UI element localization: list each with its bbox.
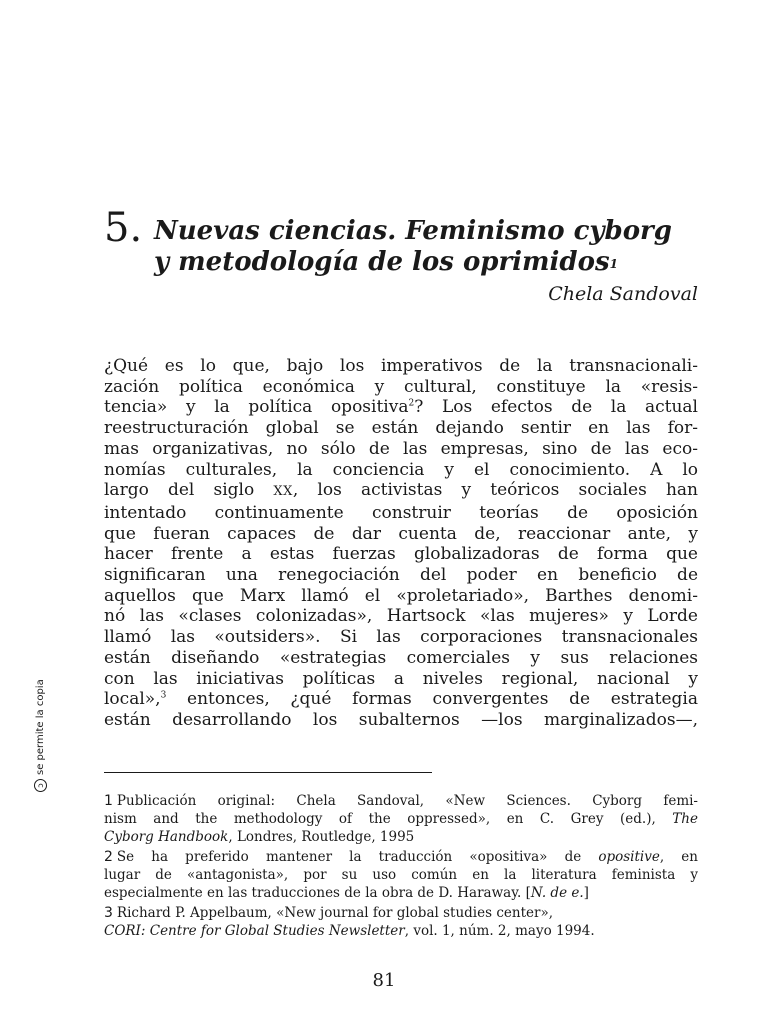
- body-line: nomías culturales, la conciencia y el conocimiento. A lo: [104, 459, 698, 480]
- body-line: largo del siglo XX, los activistas y teóricos sociales han: [104, 480, 699, 501]
- footnote-number: 2: [104, 849, 113, 865]
- footnote-marker-3[interactable]: 3: [160, 690, 167, 701]
- body-line: aquellos que Marx llamó el «proletariado», Barthes denomi-: [104, 585, 698, 606]
- body-line: están diseñando «estrategias comerciales y sus relaciones: [104, 647, 698, 668]
- body-line: local»,$^3$ entonces, ¿qué formas convergentes de estrategia: [104, 689, 698, 710]
- body-line: nó las «clases colonizadas», Hartsock «las mujeres» y Lorde: [104, 606, 698, 627]
- footnote-number: 1: [104, 793, 113, 809]
- body-line: zación política económica y cultural, constituye la «resis-: [104, 376, 698, 397]
- author-name: Chela Sandoval: [548, 283, 698, 305]
- body-line: están desarrollando los subalternos —los marginalizados—,: [104, 709, 698, 730]
- century-numeral: XX: [273, 484, 293, 500]
- body-paragraph: [104, 356, 698, 731]
- footnote-3: 3 Richard P. Appelbaum, «New journal for global studies center», CORI: Centre for Global Studies Newsletter, vol. 1, núm. 2, mayo 1994.: [104, 905, 595, 939]
- chapter-title-line-2: y metodología de los oprimidos: [154, 247, 610, 277]
- body-line: intentado continuamente construir teorías de oposición: [104, 502, 698, 523]
- chapter-title: [154, 216, 714, 278]
- chapter-number: 5.: [104, 205, 143, 251]
- footnote-number: 3: [104, 905, 113, 921]
- footnotes: [104, 792, 698, 942]
- footnote-divider: [104, 772, 432, 773]
- page-number: 81: [372, 970, 396, 991]
- footnote-2: 2 Se ha preferido mantener la traducción «opositiva» de opositive, en lugar de «antagonista», por su uso común en la literatura feminista y especialmente en las traducciones de la obra de D. Haraway. [N. de e.]: [104, 849, 698, 901]
- body-line: que fueran capaces de dar cuenta de, reaccionar ante, y: [104, 523, 698, 544]
- footnote-marker-2[interactable]: 2: [408, 398, 415, 409]
- chapter-title-line-1: Nuevas ciencias. Feminismo cyborg: [154, 216, 672, 246]
- body-line: significaran una renegociación del poder en beneficio de: [104, 565, 698, 586]
- copyleft-text: se permite la copia: [35, 679, 46, 775]
- copyleft-notice: [34, 679, 47, 792]
- chapter-footnote-marker[interactable]: 1: [609, 257, 618, 271]
- body-line: llamó las «outsiders». Si las corporaciones transnacionales: [104, 627, 698, 648]
- copyleft-icon: ↄ: [34, 779, 47, 792]
- body-line: reestructuración global se están dejando sentir en las for-: [104, 418, 698, 439]
- footnote-1: 1 Publicación original: Chela Sandoval, «New Sciences. Cyborg femi- nism and the methodology of the oppressed», en C. Grey (ed.), The Cyborg Handbook, Londres, Routledge, 1995: [104, 793, 698, 845]
- body-line: ¿Qué es lo que, bajo los imperativos de la transnacionali-: [104, 356, 698, 376]
- body-line: hacer frente a estas fuerzas globalizadoras de forma que: [104, 544, 698, 565]
- body-line: mas organizativas, no sólo de las empresas, sino de las eco-: [104, 438, 698, 459]
- body-line: tencia» y la política opositiva$^2$? Los efectos de la actual: [104, 397, 698, 418]
- body-line: con las iniciativas políticas a niveles regional, nacional y: [104, 668, 698, 689]
